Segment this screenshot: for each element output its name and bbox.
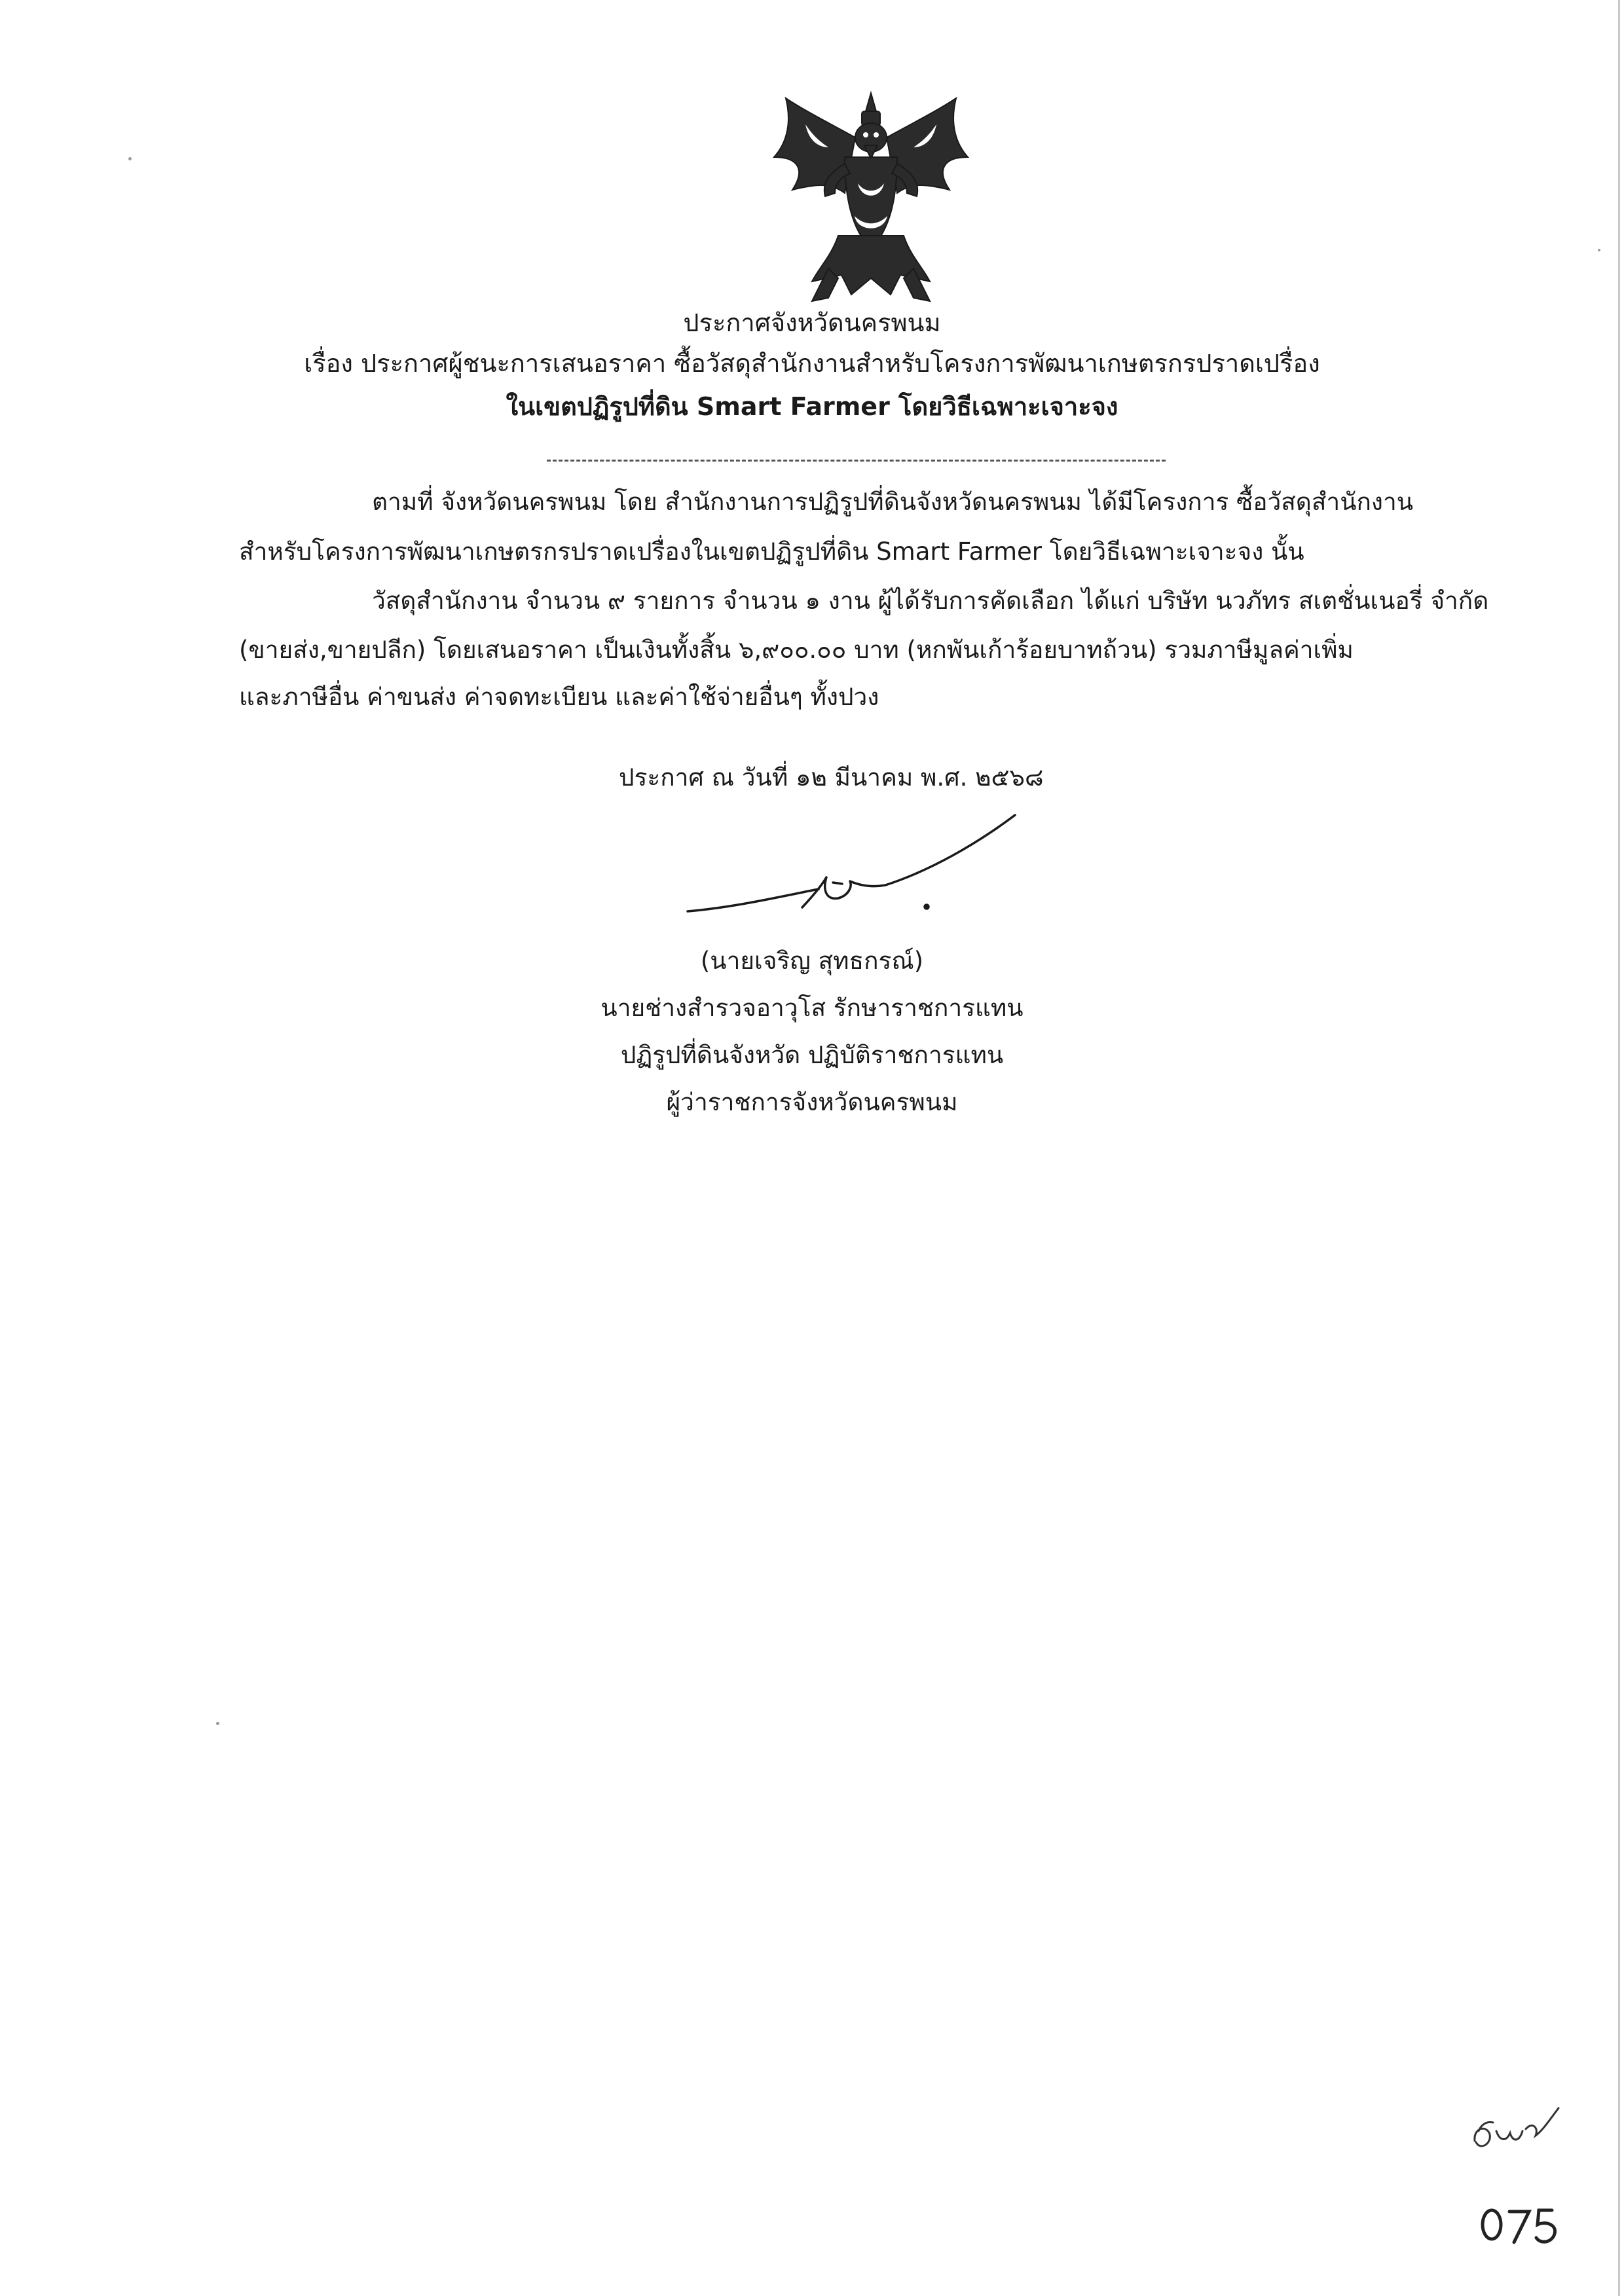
signatory-position: ผู้ว่าราชการจังหวัดนครพนม	[666, 1088, 958, 1116]
announcement-title: ประกาศจังหวัดนครพนม	[683, 308, 941, 337]
body-line: (ขายส่ง,ขายปลีก) โดยเสนอราคา เป็นเงินทั้งสิ้น ๖,๙๐๐.๐๐ บาท (หกพันเก้าร้อยบาทถ้วน) รวมภาษีมูลค่าเพิ่ม	[239, 636, 1354, 664]
body-line: ตามที่ จังหวัดนครพนม โดย สำนักงานการปฏิรูปที่ดินจังหวัดนครพนม ได้มีโครงการ ซื้อวัสดุสำนักงาน	[372, 488, 1414, 516]
body-line: วัสดุสำนักงาน จำนวน ๙ รายการ จำนวน ๑ งาน ผู้ได้รับการคัดเลือก ได้แก่ บริษัท นวภัทร สเตชั่นเนอรี่ จำกัด	[372, 587, 1489, 615]
garuda-emblem-icon	[766, 85, 976, 308]
announcement-date: ประกาศ ณ วันที่ ๑๒ มีนาคม พ.ศ. ๒๕๖๘	[619, 763, 1044, 792]
scan-speck	[128, 157, 132, 160]
signatory-position: นายช่างสำรวจอาวุโส รักษาราชการแทน	[600, 994, 1024, 1022]
signatory-name: (นายเจริญ สุทธกรณ์)	[700, 947, 924, 975]
subject-line-1: เรื่อง ประกาศผู้ชนะการเสนอราคา ซื้อวัสดุสำนักงานสำหรับโครงการพัฒนาเกษตรกรปราดเปรื่อง	[304, 349, 1320, 378]
scan-speck	[1598, 249, 1600, 251]
signatory-position: ปฏิรูปที่ดินจังหวัด ปฏิบัติราชการแทน	[620, 1041, 1004, 1069]
body-line: สำหรับโครงการพัฒนาเกษตรกรปราดเปรื่องในเขตปฏิรูปที่ดิน Smart Farmer โดยวิธีเฉพาะเจาะจง นั้น	[239, 538, 1304, 566]
page-edge	[1618, 0, 1620, 2296]
scan-speck	[216, 1722, 219, 1725]
handwritten-initials	[1467, 2095, 1565, 2167]
initials-text	[1467, 2095, 1468, 2096]
subject-line-2: ในเขตปฏิรูปที่ดิน Smart Farmer โดยวิธีเฉพาะเจาะจง	[506, 392, 1118, 421]
handwritten-page-number	[1473, 2187, 1572, 2259]
body-line: และภาษีอื่น ค่าขนส่ง ค่าจดทะเบียน และค่าใช้จ่ายอื่นๆ ทั้งปวง	[239, 683, 879, 711]
handwritten-signature	[681, 812, 1022, 930]
divider-rule	[547, 460, 1166, 462]
